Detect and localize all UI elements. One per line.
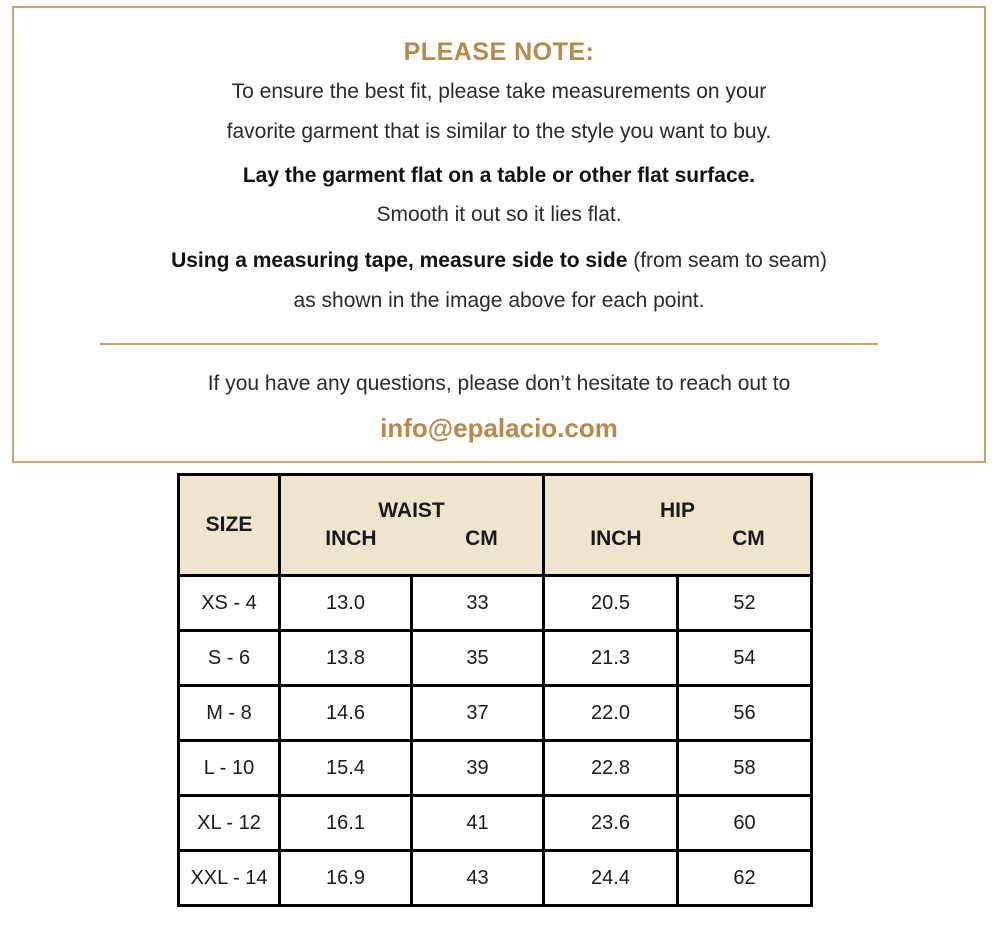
hip-cm-cell: 52 bbox=[678, 576, 812, 631]
note-line-5 bbox=[14, 249, 984, 273]
note-line-6: as shown in the image above for each point. bbox=[293, 289, 705, 312]
waist-inch-cell: 13.0 bbox=[280, 576, 412, 631]
size-header: SIZE bbox=[179, 475, 280, 576]
contact-email-link[interactable]: info@epalacio.com bbox=[380, 413, 618, 443]
hip-inch-cell: 24.4 bbox=[544, 851, 678, 906]
note-box bbox=[12, 6, 986, 463]
hip-inch-cell: 22.0 bbox=[544, 686, 678, 741]
hip-cm-cell: 54 bbox=[678, 631, 812, 686]
note-line-2: favorite garment that is similar to the style you want to buy. bbox=[226, 120, 772, 143]
waist-inch-cell: 16.9 bbox=[280, 851, 412, 906]
table-row bbox=[179, 631, 812, 686]
size-cell: S - 6 bbox=[179, 631, 280, 686]
table-header-row bbox=[179, 475, 812, 576]
note-line-3 bbox=[14, 164, 984, 188]
waist-cm-cell: 37 bbox=[412, 686, 544, 741]
hip-cm-cell: 60 bbox=[678, 796, 812, 851]
waist-cm-cell: 43 bbox=[412, 851, 544, 906]
note-line-7: If you have any questions, please don’t hesitate to reach out to bbox=[207, 372, 791, 395]
table-row bbox=[179, 796, 812, 851]
hip-header bbox=[544, 475, 812, 576]
waist-cm-cell: 41 bbox=[412, 796, 544, 851]
waist-cm-cell: 39 bbox=[412, 741, 544, 796]
table-row bbox=[179, 851, 812, 906]
size-chart-table bbox=[177, 473, 813, 907]
waist-header bbox=[280, 475, 544, 576]
waist-cm-cell: 33 bbox=[412, 576, 544, 631]
hip-inch-cell: 23.6 bbox=[544, 796, 678, 851]
hip-inch-cell: 21.3 bbox=[544, 631, 678, 686]
note-title: PLEASE NOTE: bbox=[403, 38, 595, 66]
hip-inch-label: INCH bbox=[590, 527, 642, 550]
divider bbox=[100, 343, 878, 345]
size-cell: M - 8 bbox=[179, 686, 280, 741]
table-row bbox=[179, 576, 812, 631]
hip-cm-cell: 56 bbox=[678, 686, 812, 741]
size-cell: XXL - 14 bbox=[179, 851, 280, 906]
size-cell: XS - 4 bbox=[179, 576, 280, 631]
note-line-1: To ensure the best fit, please take measurements on your bbox=[231, 80, 767, 103]
hip-header-label: HIP bbox=[660, 499, 696, 522]
note-line-5-bold: Using a measuring tape, measure side to side bbox=[171, 249, 628, 272]
table-row bbox=[179, 686, 812, 741]
table-row bbox=[179, 741, 812, 796]
waist-inch-cell: 15.4 bbox=[280, 741, 412, 796]
size-cell: XL - 12 bbox=[179, 796, 280, 851]
hip-cm-cell: 62 bbox=[678, 851, 812, 906]
hip-cm-cell: 58 bbox=[678, 741, 812, 796]
waist-inch-cell: 13.8 bbox=[280, 631, 412, 686]
waist-inch-label: INCH bbox=[325, 527, 377, 550]
waist-inch-cell: 16.1 bbox=[280, 796, 412, 851]
note-line-3-bold: Lay the garment flat on a table or other flat surface. bbox=[242, 164, 756, 187]
waist-cm-label: CM bbox=[465, 527, 498, 550]
waist-header-label: WAIST bbox=[378, 499, 445, 522]
hip-inch-cell: 22.8 bbox=[544, 741, 678, 796]
hip-cm-label: CM bbox=[732, 527, 765, 550]
note-line-5-rest: (from seam to seam) bbox=[627, 249, 827, 272]
waist-inch-cell: 14.6 bbox=[280, 686, 412, 741]
hip-inch-cell: 20.5 bbox=[544, 576, 678, 631]
size-cell: L - 10 bbox=[179, 741, 280, 796]
waist-cm-cell: 35 bbox=[412, 631, 544, 686]
note-line-4: Smooth it out so it lies flat. bbox=[376, 203, 622, 226]
